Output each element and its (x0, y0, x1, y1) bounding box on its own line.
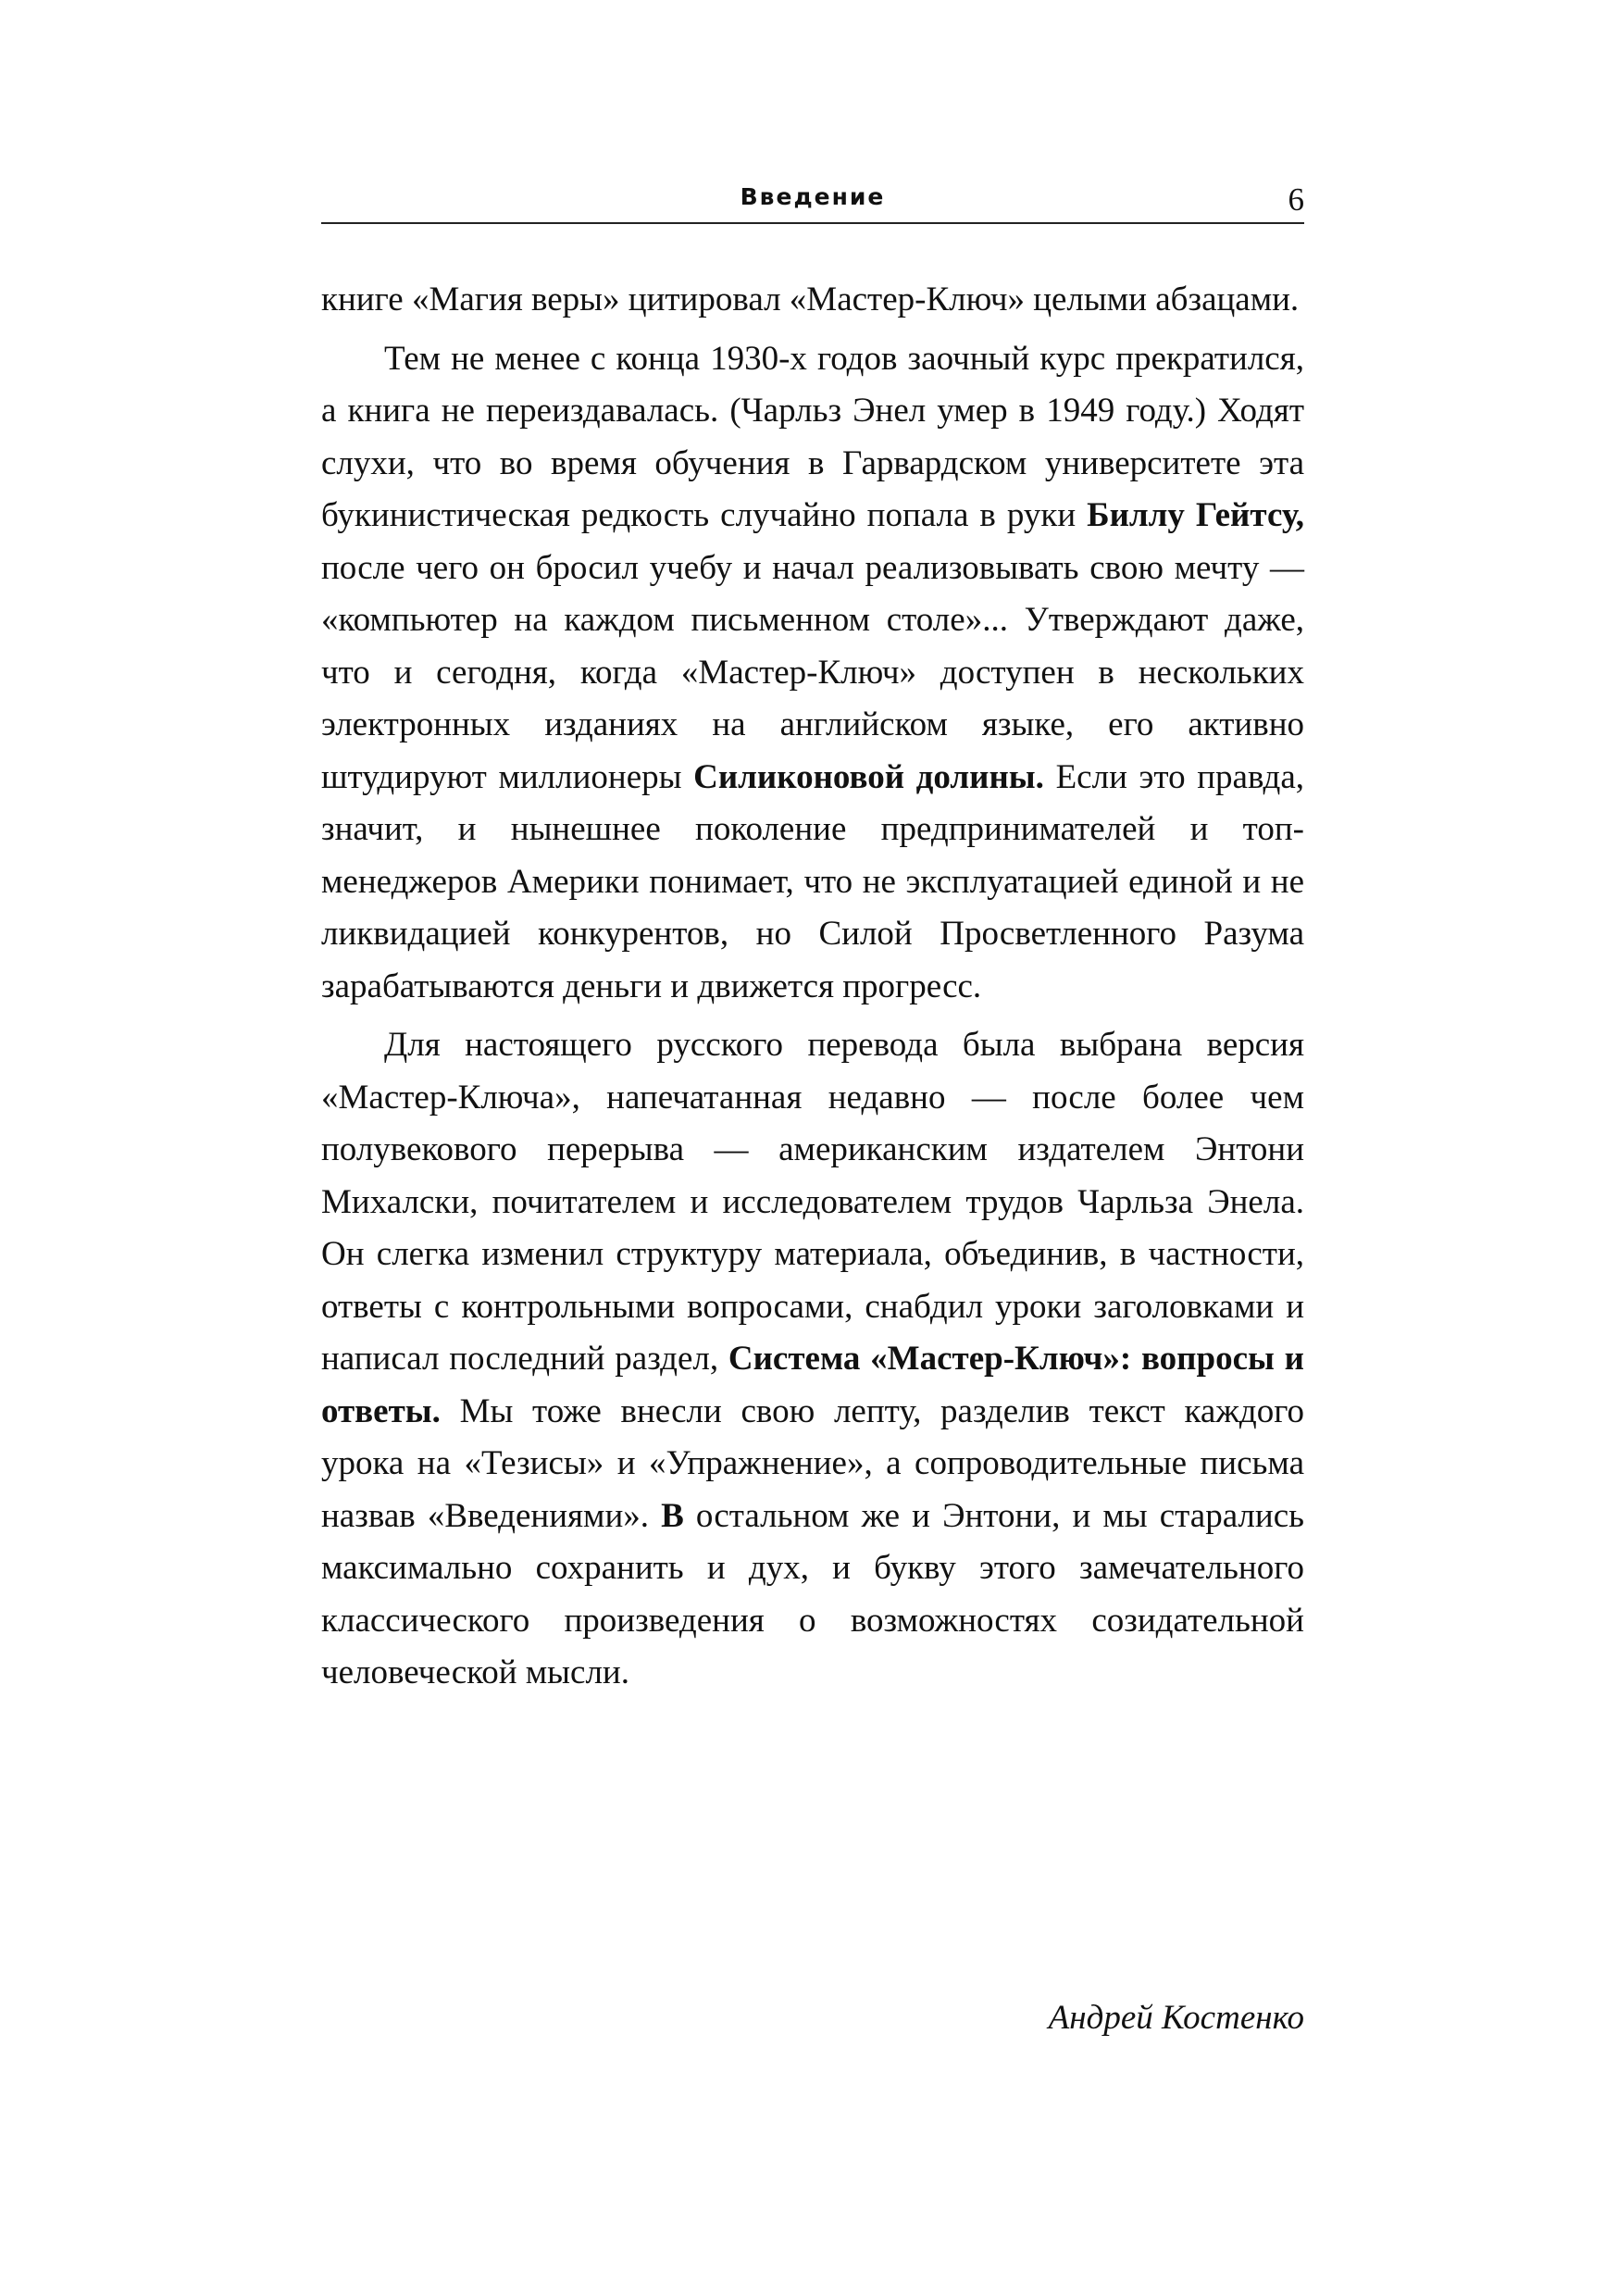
paragraph-1 (321, 274, 1304, 327)
text-run: после чего он бросил учебу и начал реализовывать свою мечту — «компьютер на каждом письменном столе»... Утверждают даже, что и сегодня, когда «Мастер-Ключ» доступен в нескольких электронных изданиях на английском языке, его активно штудируют миллионеры (321, 548, 1304, 796)
text-run: остальном же и Энтони, и мы старались максимально сохранить и дух, и букву этого замечательного классического произведения о возможностях созидательной человеческой мысли. (321, 1496, 1304, 1691)
page-header (321, 181, 1304, 224)
bold-text-run: В (661, 1496, 684, 1535)
bold-text-run: Биллу Гейтсу, (1087, 496, 1304, 534)
running-header-title: Введение (740, 183, 886, 210)
bold-text-run: Система «Мастер-Ключ»: вопросы и ответы. (321, 1340, 1304, 1430)
body-text (321, 274, 1304, 1706)
paragraph-2 (321, 333, 1304, 1014)
paragraph-3 (321, 1019, 1304, 1700)
text-run: Тем не менее с конца 1930-х годов заочный курс прекратился, а книга не переиздавалась. (Чарльз Энел умер в 1949 году.) Ходят слухи, что во время обучения в Гарвардском университете эта букинистическая редкость случайно попала в руки (321, 339, 1304, 534)
page-number: 6 (1288, 181, 1304, 218)
text-run: Мы тоже внесли свою лепту, разделив текст каждого урока на «Тезисы» и «Упражнение», а сопроводительные письма назвав «Введениями». (321, 1391, 1304, 1535)
bold-text-run: Силиконовой долины. (693, 757, 1044, 796)
author-signature: Андрей Костенко (1048, 1999, 1304, 2037)
text-run: Для настоящего русского перевода была выбрана версия «Мастер-Ключа», напечатанная недавно — после более чем полувекового перерыва — американским издателем Энтони Михалски, почитателем и исследователем трудов Чарльза Энела. Он слегка изменил структуру материала, объединив, в частности, ответы с контрольными вопросами, снабдил уроки заголовками и написал последний раздел, (321, 1026, 1304, 1378)
text-run: книге «Магия веры» цитировал «Мастер-Ключ» целыми абзацами. (321, 281, 1300, 318)
text-run: Если это правда, значит, и нынешнее поколение предпринимателей и топ-менеджеров Америки понимает, что не эксплуатацией единой и не ликвидацией конкурентов, но Силой Просветленного Разума зарабатываются деньги и движется прогресс. (321, 757, 1304, 1005)
